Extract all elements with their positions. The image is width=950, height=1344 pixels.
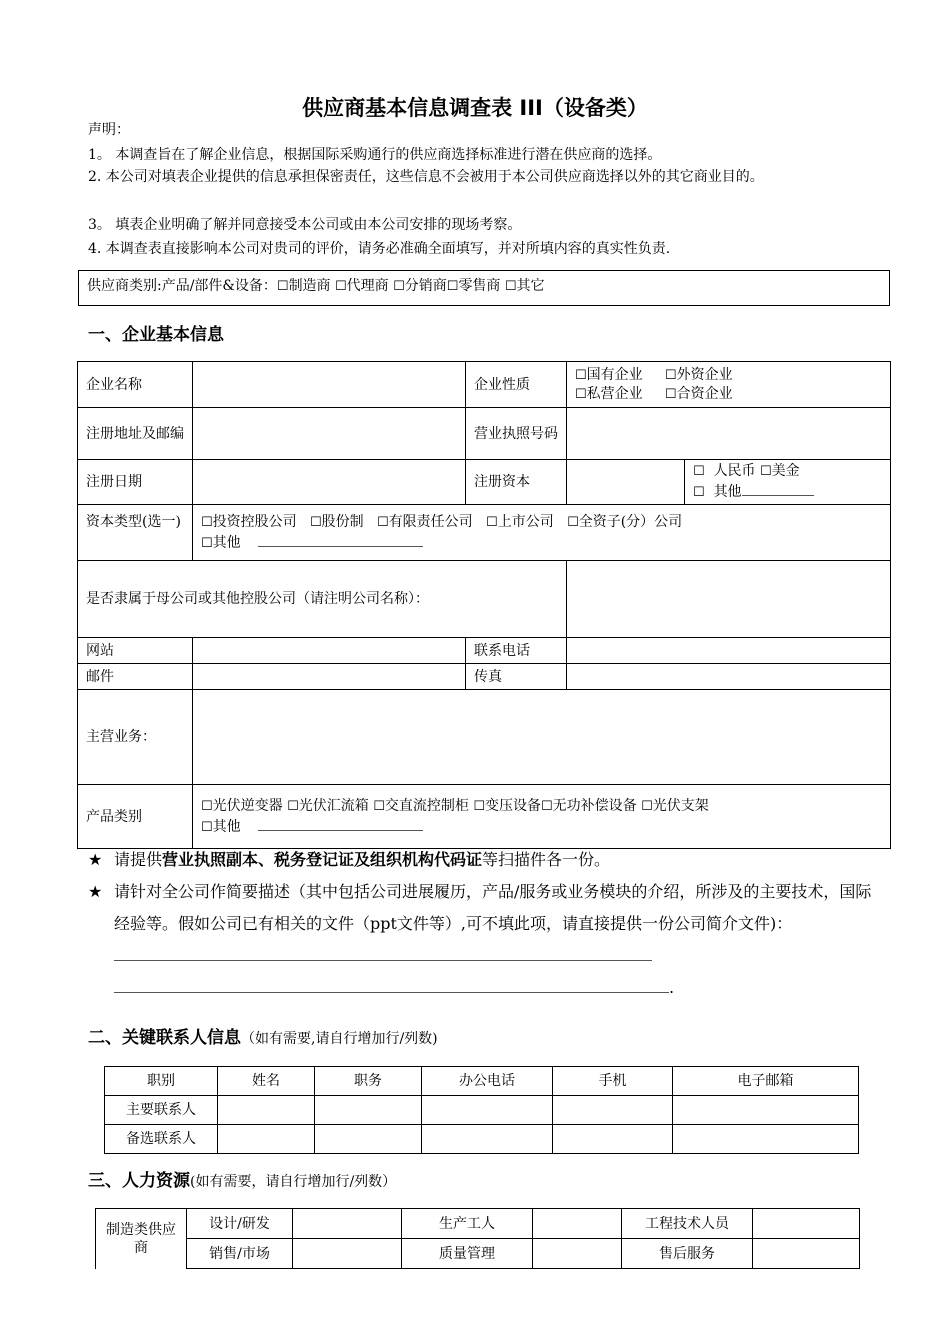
- option-other: 其它: [516, 278, 545, 294]
- checkbox-icon[interactable]: ☐: [575, 367, 587, 383]
- checkbox-icon[interactable]: ☐: [641, 798, 653, 814]
- option-control-cabinet: 交直流控制柜: [384, 797, 469, 814]
- checkbox-icon[interactable]: ☐: [201, 536, 213, 551]
- option-currency-other: 其他: [713, 484, 742, 500]
- checkbox-icon[interactable]: ☐: [567, 515, 579, 530]
- option-shareholding: 股份制: [321, 514, 364, 530]
- hr-table: [95, 1208, 860, 1269]
- label-reg-address: 注册地址及邮编: [78, 408, 193, 460]
- checkbox-icon[interactable]: ☐: [473, 798, 485, 814]
- hr-group-label: 制造类供应商: [96, 1209, 187, 1269]
- capital-options: [193, 505, 891, 561]
- section1-heading: 一、企业基本信息: [88, 325, 224, 345]
- col-header: 职别: [105, 1067, 218, 1096]
- col-header: 办公电话: [422, 1067, 553, 1096]
- cell-input[interactable]: [315, 1125, 422, 1154]
- declaration-item-2: 2. 本公司对填表企业提供的信息承担保密责任，这些信息不会被用于本公司供应商选择以外的其它商业目的。: [88, 169, 764, 185]
- input-main-business[interactable]: [193, 690, 891, 785]
- currency-other-blank[interactable]: [742, 481, 814, 496]
- option-usd: 美金: [771, 463, 800, 479]
- basic-info-table: [77, 361, 891, 849]
- checkbox-icon[interactable]: ☐: [393, 279, 405, 294]
- input-reg-date[interactable]: [193, 460, 466, 505]
- checkbox-icon[interactable]: ☐: [201, 515, 213, 530]
- contacts-table: [104, 1066, 859, 1154]
- label-parent-company: 是否隶属于母公司或其他控股公司（请注明公司名称）：: [78, 561, 567, 638]
- row-label: 备选联系人: [105, 1125, 218, 1154]
- option-manufacturer: 制造商: [288, 278, 331, 294]
- col-header: 职务: [315, 1067, 422, 1096]
- label-capital-type: 资本类型(选一): [78, 505, 193, 561]
- note-2-blank-1[interactable]: [114, 940, 652, 961]
- checkbox-icon[interactable]: ☐: [693, 464, 705, 479]
- option-bracket: 光伏支架: [652, 797, 709, 814]
- col-header: 手机: [553, 1067, 673, 1096]
- supplier-type-box: [78, 270, 890, 306]
- option-state-owned: 国有企业: [586, 366, 643, 383]
- input-fax[interactable]: [567, 664, 891, 690]
- hr-label: 质量管理: [402, 1239, 533, 1269]
- label-reg-date: 注册日期: [78, 460, 193, 505]
- note-2-blank-2[interactable]: [114, 972, 669, 993]
- checkbox-icon[interactable]: ☐: [760, 464, 772, 479]
- hr-label: 工程技术人员: [622, 1209, 753, 1239]
- page-title: 供应商基本信息调查表 III（设备类）: [302, 96, 648, 120]
- section2-note: （如有需要,请自行增加行/列数): [241, 1031, 438, 1047]
- checkbox-icon[interactable]: ☐: [276, 279, 289, 294]
- declaration-item-3: 3。 填表企业明确了解并同意接受本公司或由本公司安排的现场考察。: [88, 217, 522, 233]
- option-subsidiary: 全资子(分）公司: [578, 514, 683, 530]
- capital-other-blank[interactable]: [258, 532, 423, 547]
- declaration-item-1: 1。 本调查旨在了解企业信息，根据国际采购通行的供应商选择标准进行潜在供应商的选择。: [88, 147, 662, 163]
- option-reactive-comp: 无功补偿设备: [552, 797, 637, 814]
- option-retailer: 零售商: [458, 278, 501, 294]
- row-label: 主要联系人: [105, 1096, 218, 1125]
- option-combiner: 光伏汇流箱: [298, 797, 369, 814]
- checkbox-icon[interactable]: ☐: [664, 386, 677, 402]
- option-private: 私营企业: [586, 385, 643, 402]
- checkbox-icon[interactable]: ☐: [377, 515, 389, 530]
- input-business-license[interactable]: [567, 408, 891, 460]
- supplier-type-label: 供应商类别:产品/部件&设备：: [87, 278, 277, 294]
- checkbox-icon[interactable]: ☐: [486, 515, 498, 530]
- star-icon: ★: [88, 882, 103, 901]
- hr-label: 售后服务: [622, 1239, 753, 1269]
- cell-input[interactable]: [553, 1096, 673, 1125]
- cell-input[interactable]: [533, 1209, 622, 1239]
- col-header: 姓名: [218, 1067, 315, 1096]
- option-rmb: 人民币: [713, 463, 756, 479]
- input-reg-address[interactable]: [193, 408, 466, 460]
- label-product-category: 产品类别: [78, 785, 193, 849]
- option-listed: 上市公司: [497, 514, 554, 530]
- product-options: [193, 785, 891, 849]
- checkbox-icon[interactable]: ☐: [373, 798, 385, 814]
- cell-input[interactable]: [533, 1239, 622, 1269]
- section3-note: (如有需要，请自行增加行/列数）: [190, 1174, 397, 1190]
- option-product-other: 其他: [212, 818, 241, 835]
- cell-input[interactable]: [422, 1096, 553, 1125]
- note-2-text: 请针对全公司作简要描述（其中包括公司进展履历，产品/服务或业务模块的介绍，所涉及的主要技术，国际经验等。假如公司已有相关的文件（ppt文件等）,可不填此项，请直接提供一份公司简介文件)：: [114, 882, 872, 933]
- option-transformer: 变压设备: [484, 797, 541, 814]
- product-other-blank[interactable]: [258, 816, 423, 831]
- label-email: 邮件: [78, 664, 193, 690]
- option-distributor: 分销商: [404, 278, 447, 294]
- cell-input[interactable]: [753, 1209, 860, 1239]
- label-website: 网站: [78, 638, 193, 664]
- checkbox-icon[interactable]: ☐: [693, 485, 705, 500]
- label-fax: 传真: [466, 664, 567, 690]
- input-phone[interactable]: [567, 638, 891, 664]
- cell-input[interactable]: [315, 1096, 422, 1125]
- label-business-license: 营业执照号码: [466, 408, 567, 460]
- input-parent-company[interactable]: [567, 561, 891, 638]
- cell-input[interactable]: [293, 1209, 402, 1239]
- nature-options: [567, 362, 891, 408]
- cell-input[interactable]: [293, 1239, 402, 1269]
- label-company-name: 企业名称: [78, 362, 193, 408]
- checkbox-icon[interactable]: ☐: [446, 279, 459, 294]
- section2-heading: 二、关键联系人信息（如有需要,请自行增加行/列数): [88, 1028, 438, 1048]
- checkbox-icon[interactable]: ☐: [335, 279, 347, 294]
- checkbox-icon[interactable]: ☐: [287, 798, 299, 814]
- input-website[interactable]: [193, 638, 466, 664]
- cell-input[interactable]: [673, 1096, 859, 1125]
- input-company-name[interactable]: [193, 362, 466, 408]
- option-capital-other: 其他: [212, 535, 241, 551]
- note-2: ★ 请针对全公司作简要描述（其中包括公司进展履历，产品/服务或业务模块的介绍，所涉及的主要技术，国际经验等。假如公司已有相关的文件（ppt文件等）,可不填此项，请直接提供一份公司简介文件)： .: [88, 876, 883, 1004]
- cell-input[interactable]: [218, 1125, 315, 1154]
- checkbox-icon[interactable]: ☐: [201, 798, 213, 814]
- table-row: [105, 1096, 859, 1125]
- note-1: ★ 请提供营业执照副本、税务登记证及组织机构代码证等扫描件各一份。: [88, 844, 883, 876]
- option-inverter: 光伏逆变器: [212, 797, 283, 814]
- cell-input[interactable]: [673, 1125, 859, 1154]
- option-holding: 投资控股公司: [212, 514, 297, 530]
- hr-label: 销售/市场: [187, 1239, 293, 1269]
- section3-heading: 三、人力资源(如有需要，请自行增加行/列数）: [88, 1171, 397, 1191]
- note-1-bold: 营业执照副本、税务登记证及组织机构代码证: [162, 850, 483, 869]
- option-foreign: 外资企业: [676, 366, 733, 383]
- checkbox-icon[interactable]: ☐: [201, 819, 213, 835]
- option-agent: 代理商: [346, 278, 389, 294]
- label-company-nature: 企业性质: [466, 362, 567, 408]
- checkbox-icon[interactable]: ☐: [310, 515, 322, 530]
- checkbox-icon[interactable]: ☐: [540, 798, 553, 814]
- star-icon: ★: [88, 850, 103, 869]
- hr-label: 生产工人: [402, 1209, 533, 1239]
- input-email[interactable]: [193, 664, 466, 690]
- cell-input[interactable]: [753, 1239, 860, 1269]
- label-reg-capital: 注册资本: [466, 460, 567, 505]
- checkbox-icon[interactable]: ☐: [664, 367, 677, 383]
- checkbox-icon[interactable]: ☐: [504, 279, 517, 294]
- input-reg-capital[interactable]: [567, 460, 685, 505]
- label-main-business: 主营业务：: [78, 690, 193, 785]
- declaration-heading: 声明：: [88, 122, 130, 138]
- declaration-item-4: 4. 本调查表直接影响本公司对贵司的评价，请务必准确全面填写，并对所填内容的真实性负责.: [88, 241, 671, 257]
- label-phone: 联系电话: [466, 638, 567, 664]
- checkbox-icon[interactable]: ☐: [575, 386, 587, 402]
- option-joint: 合资企业: [676, 385, 733, 402]
- option-limited: 有限责任公司: [388, 514, 473, 530]
- table-row: [105, 1125, 859, 1154]
- hr-label: 设计/研发: [187, 1209, 293, 1239]
- currency-options: [685, 460, 891, 505]
- col-header: 电子邮箱: [673, 1067, 859, 1096]
- cell-input[interactable]: [553, 1125, 673, 1154]
- cell-input[interactable]: [218, 1096, 315, 1125]
- cell-input[interactable]: [422, 1125, 553, 1154]
